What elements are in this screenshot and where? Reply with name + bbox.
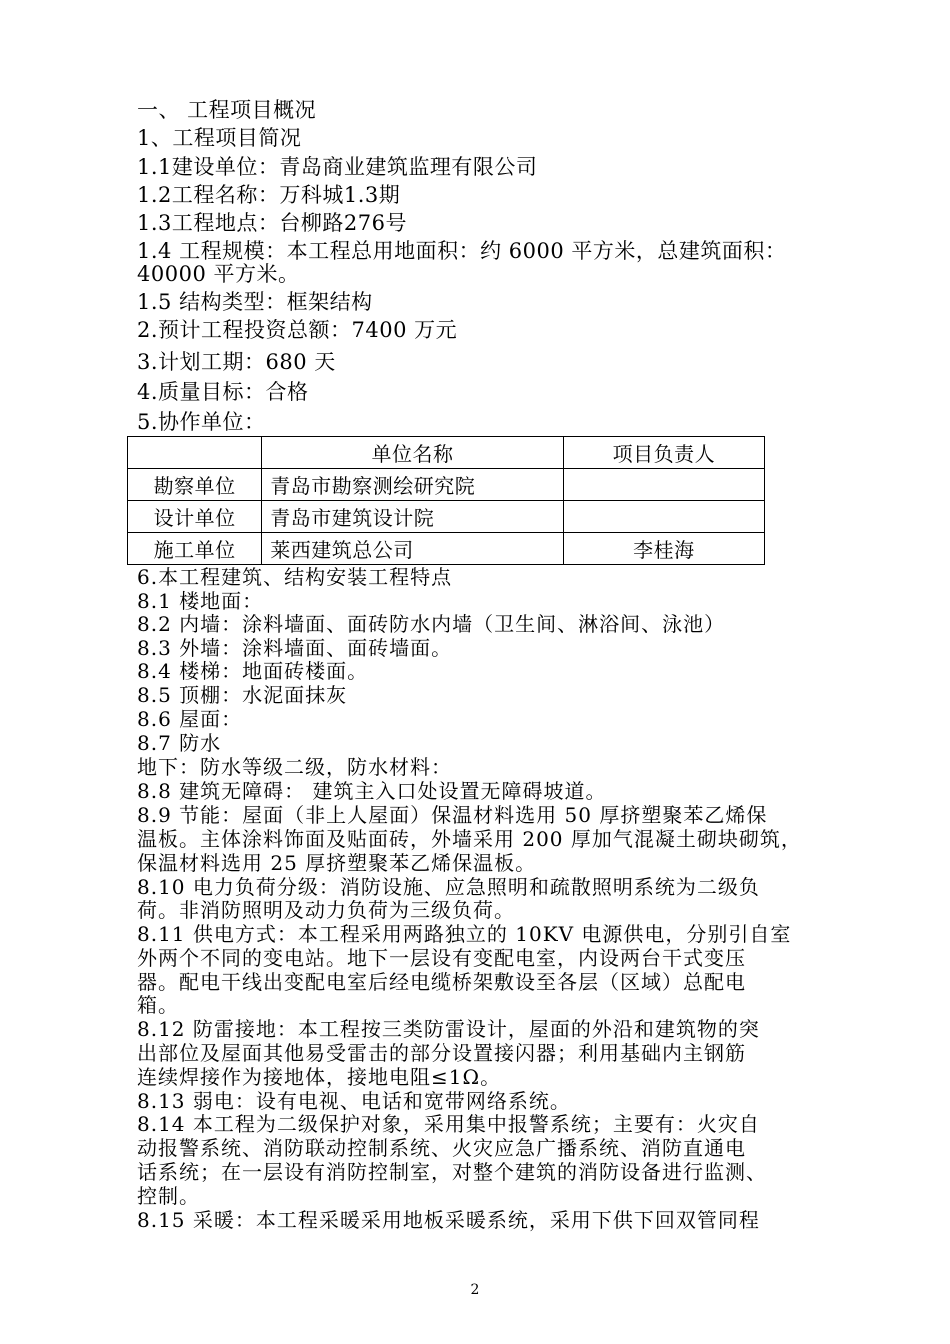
item-1-3: 1.3工程地点：台柳路276号 xyxy=(137,211,407,235)
item-1-2: 1.2工程名称：万科城1.3期 xyxy=(137,183,401,207)
item-1-5: 1.5 结构类型：框架结构 xyxy=(137,290,373,314)
item-8-14-line2: 动报警系统、消防联动控制系统、火灾应急广播系统、消防直通电 xyxy=(137,1136,746,1160)
item-8-11-line3: 器。配电干线出变配电室后经电缆桥架敷设至各层（区域）总配电 xyxy=(137,970,746,994)
item-8-5: 8.5 顶棚：水泥面抹灰 xyxy=(137,683,348,707)
underground-waterproof: 地下：防水等级二级，防水材料： xyxy=(137,755,452,779)
item-8-4: 8.4 楼梯：地面砖楼面。 xyxy=(137,659,369,683)
item-8-14-line1: 8.14 本工程为二级保护对象，采用集中报警系统；主要有：火灾自 xyxy=(137,1112,760,1136)
table-header-cell xyxy=(128,437,262,469)
table-cell: 青岛市勘察测绘研究院 xyxy=(262,469,563,501)
section-heading-overview: 一、 工程项目概况 xyxy=(137,98,317,122)
item-8-3: 8.3 外墙：涂料墙面、面砖墙面。 xyxy=(137,636,453,660)
item-8-9-line1: 8.9 节能：屋面（非上人屋面）保温材料选用 50 厚挤塑聚苯乙烯保 xyxy=(137,803,768,827)
table-cell xyxy=(563,501,764,533)
item-5: 5.协作单位： xyxy=(137,410,266,434)
table-cell: 设计单位 xyxy=(128,501,262,533)
item-8-9-line3: 保温材料选用 25 厚挤塑聚苯乙烯保温板。 xyxy=(137,851,537,875)
item-8-11-line2: 外两个不同的变电站。地下一层设有变配电室，内设两台干式变压 xyxy=(137,946,746,970)
item-8-14-line3: 话系统；在一层设有消防控制室，对整个建筑的消防设备进行监测、 xyxy=(137,1160,767,1184)
table-header-cell: 项目负责人 xyxy=(563,437,764,469)
item-2: 2.预计工程投资总额：7400 万元 xyxy=(137,318,458,342)
cooperation-units-table xyxy=(127,436,765,565)
subheading-brief: 1、工程项目简况 xyxy=(137,126,302,150)
item-8-1: 8.1 楼地面： xyxy=(137,589,264,613)
item-8-10-line1: 8.10 电力负荷分级：消防设施、应急照明和疏散照明系统为二级负 xyxy=(137,875,760,899)
table-cell: 李桂海 xyxy=(563,533,764,565)
item-8-11-line4: 箱。 xyxy=(137,993,179,1017)
item-8-12-line3: 连续焊接作为接地体，接地电阻≤1Ω。 xyxy=(137,1065,502,1089)
table-row xyxy=(128,533,765,565)
item-8-2: 8.2 内墙：涂料墙面、面砖防水内墙（卫生间、淋浴间、泳池） xyxy=(137,612,726,636)
table-header-cell: 单位名称 xyxy=(262,437,563,469)
table-row xyxy=(128,469,765,501)
table-cell: 青岛市建筑设计院 xyxy=(262,501,563,533)
item-1-4-line1: 1.4 工程规模：本工程总用地面积：约 6000 平方米，总建筑面积： xyxy=(137,239,787,263)
item-4: 4.质量目标：合格 xyxy=(137,380,309,404)
item-8-15: 8.15 采暖：本工程采暖采用地板采暖系统，采用下供下回双管同程 xyxy=(137,1208,760,1232)
item-8-14-line4: 控制。 xyxy=(137,1184,200,1208)
item-1-4-line2: 40000 平方米。 xyxy=(137,262,300,286)
table-cell xyxy=(563,469,764,501)
table-cell: 施工单位 xyxy=(128,533,262,565)
item-8-8: 8.8 建筑无障碍： 建筑主入口处设置无障碍坡道。 xyxy=(137,779,607,803)
item-8-13: 8.13 弱电：设有电视、电话和宽带网络系统。 xyxy=(137,1089,571,1113)
item-3: 3.计划工期：680 天 xyxy=(137,350,336,374)
item-6: 6.本工程建筑、结构安装工程特点 xyxy=(137,565,453,589)
item-8-6: 8.6 屋面： xyxy=(137,707,243,731)
table-header-row xyxy=(128,437,765,469)
table-cell: 莱西建筑总公司 xyxy=(262,533,563,565)
item-8-9-line2: 温板。主体涂料饰面及贴面砖，外墙采用 200 厚加气混凝土砌块砌筑， xyxy=(137,827,802,851)
table-cell: 勘察单位 xyxy=(128,469,262,501)
item-8-7: 8.7 防水 xyxy=(137,731,222,755)
item-8-11-line1: 8.11 供电方式：本工程采用两路独立的 10KV 电源供电，分别引自室 xyxy=(137,922,792,946)
table-row xyxy=(128,501,765,533)
item-8-10-line2: 荷。非消防照明及动力负荷为三级负荷。 xyxy=(137,898,515,922)
page-number: 2 xyxy=(470,1282,480,1298)
item-8-12-line2: 出部位及屋面其他易受雷击的部分设置接闪器；利用基础内主钢筋 xyxy=(137,1041,746,1065)
item-8-12-line1: 8.12 防雷接地：本工程按三类防雷设计，屋面的外沿和建筑物的突 xyxy=(137,1017,760,1041)
item-1-1: 1.1建设单位：青岛商业建筑监理有限公司 xyxy=(137,155,538,179)
